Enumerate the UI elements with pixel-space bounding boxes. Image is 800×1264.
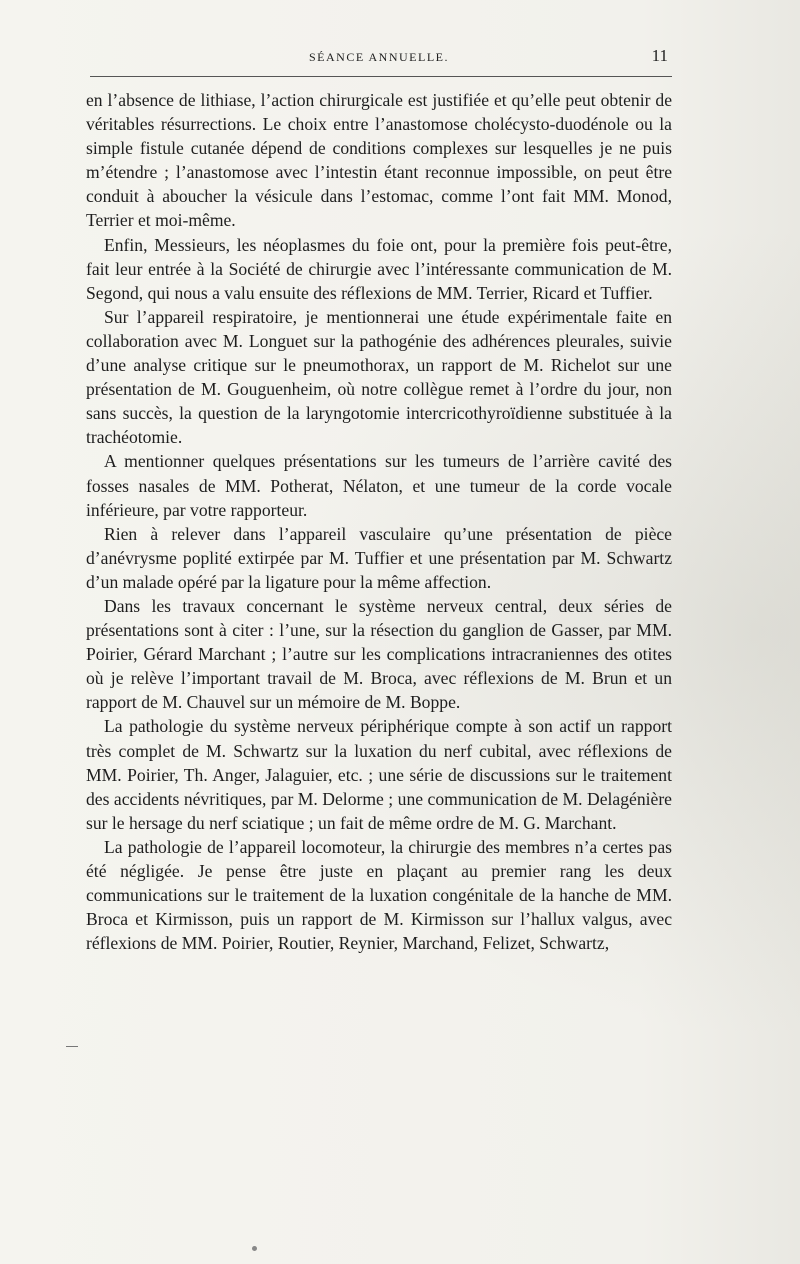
page-header (86, 46, 672, 68)
paragraph-8: La pathologie de l’appareil locomoteur, la chirurgie des membres n’a certes pas été négligée. Je pense être juste en plaçant au premier rang les deux communications sur le traitement de la luxation congénitale de la hanche de MM. Broca et Kirmisson, puis un rapport de M. Kirmisson sur l’hallux valgus, avec réflexions de MM. Poirier, Routier, Reynier, Marchand, Felizet, Schwartz, (86, 836, 672, 954)
running-title: SÉANCE ANNUELLE. (309, 50, 449, 64)
page-number: 11 (651, 46, 668, 65)
footer-dot-mark (252, 1246, 257, 1251)
paragraph-2: Enfin, Messieurs, les néoplasmes du foie ont, pour la première fois peut-être, fait leur entrée à la Société de chirurgie avec l’intéressante communication de M. Segond, qui nous a valu ensuite des réflexions de MM. Terrier, Ricard et Tuffier. (86, 234, 672, 303)
paragraph-5: Rien à relever dans l’appareil vasculaire qu’une présentation de pièce d’anévrysme poplité extirpée par M. Tuffier et une présentation par M. Schwartz d’un malade opéré par la ligature pour la même affection. (86, 523, 672, 592)
header-rule (90, 76, 672, 77)
margin-dash-mark (66, 1046, 78, 1047)
paragraph-1: en l’absence de lithiase, l’action chirurgicale est justifiée et qu’elle peut obtenir de véritables résurrections. Le choix entre l’anastomose cholécysto-duodénole ou la simple fistule cutanée dépend de conditions complexes sur lesquelles je ne puis m’étendre ; l’anastomose avec l’intestin étant reconnue impossible, on peut être conduit à aboucher la vésicule dans l’estomac, comme l’ont fait MM. Monod, Terrier et moi-même. (86, 90, 672, 231)
paragraph-7: La pathologie du système nerveux périphérique compte à son actif un rapport très complet de M. Schwartz sur la luxation du nerf cubital, avec réflexions de MM. Poirier, Th. Anger, Jalaguier, etc. ; une série de discussions sur le traitement des accidents névritiques, par M. Delorme ; une communication de M. Delagénière sur le hersage du nerf sciatique ; un fait de même ordre de M. G. Marchant. (86, 716, 672, 833)
paragraph-3: Sur l’appareil respiratoire, je mentionnerai une étude expérimentale faite en collaboration avec M. Longuet sur la pathogénie des adhérences pleurales, suivie d’une analyse critique sur le pneumothorax, un rapport de M. Richelot sur une présentation de M. Gouguenheim, où notre collègue remet à l’ordre du jour, non sans succès, la question de la laryngotomie intercricothyroïdienne substituée à la trachéotomie. (86, 306, 672, 448)
paragraph-6: Dans les travaux concernant le système nerveux central, deux séries de présentations sont à citer : l’une, sur la résection du ganglion de Gasser, par MM. Poirier, Gérard Marchant ; l’autre sur les complications intracraniennes des otites où je relève l’important travail de M. Broca, avec réflexions de M. Brun et un rapport de M. Chauvel sur un mémoire de M. Boppe. (86, 595, 672, 713)
body-text (86, 88, 672, 955)
paragraph-4: A mentionner quelques présentations sur les tumeurs de l’arrière cavité des fosses nasales de MM. Potherat, Nélaton, et une tumeur de la corde vocale inférieure, par votre rapporteur. (86, 451, 672, 520)
